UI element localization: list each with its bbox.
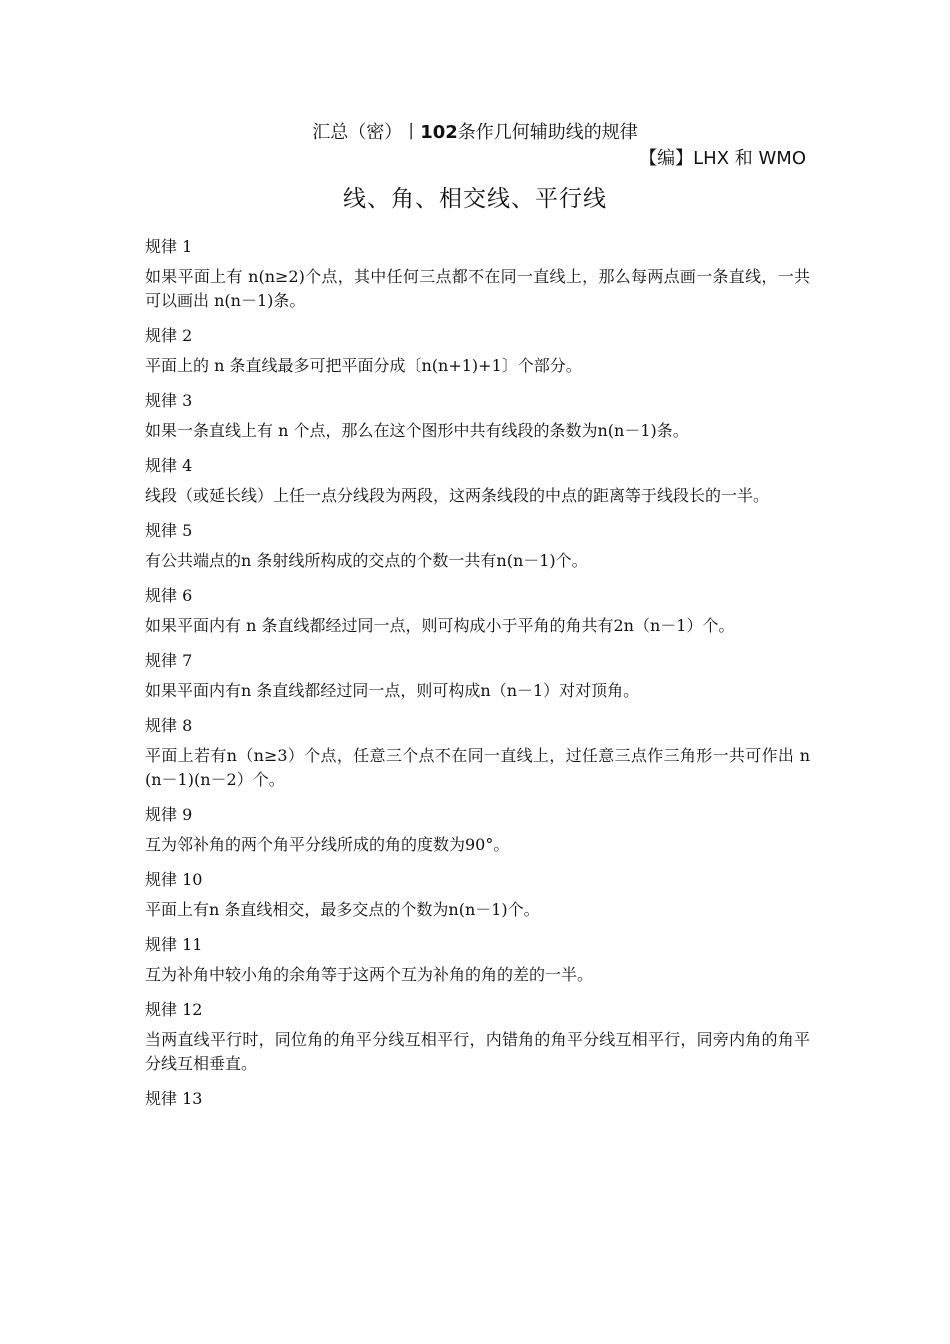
rule-title: 规律 6 bbox=[145, 586, 193, 605]
rule-item bbox=[145, 650, 810, 703]
rule-title: 规律 7 bbox=[145, 651, 193, 670]
rule-body: 线段（或延长线）上任一点分线段为两段，这两条线段的中点的距离等于线段长的一半。 bbox=[145, 486, 770, 505]
rule-body: 当两直线平行时，同位角的角平分线互相平行，内错角的角平分线互相平行，同旁内角的角平分线互相垂直。 bbox=[145, 1030, 810, 1073]
section-heading: 线、角、相交线、平行线 bbox=[343, 186, 607, 212]
rule-body: 如果平面内有 n 条直线都经过同一点，则可构成小于平角的角共有2n（n－1）个。 bbox=[145, 616, 735, 635]
rule-body: 互为补角中较小角的余角等于这两个互为补角的角的差的一半。 bbox=[145, 965, 594, 984]
rule-title: 规律 5 bbox=[145, 521, 193, 540]
rule-body: 平面上的 n 条直线最多可把平面分成〔n(n+1)+1〕个部分。 bbox=[145, 356, 582, 375]
rule-item bbox=[145, 999, 810, 1076]
rule-body: 如果平面上有 n(n≥2)个点，其中任何三点都不在同一直线上，那么每两点画一条直线，一共可以画出 n(n－1)条。 bbox=[145, 267, 810, 310]
rule-title: 规律 3 bbox=[145, 391, 193, 410]
rule-title: 规律 13 bbox=[145, 1089, 203, 1108]
rule-body: 平面上若有n（n≥3）个点，任意三个点不在同一直线上，过任意三点作三角形一共可作出 n(n－1)(n－2）个。 bbox=[145, 746, 810, 789]
rule-title: 规律 10 bbox=[145, 870, 203, 889]
rule-title: 规律 12 bbox=[145, 1000, 203, 1019]
document-author: 【编】LHX 和 WMO bbox=[639, 148, 806, 169]
document-title-number: 102 bbox=[420, 122, 458, 143]
rule-title: 规律 4 bbox=[145, 456, 193, 475]
rule-title: 规律 2 bbox=[145, 326, 193, 345]
rule-body: 有公共端点的n 条射线所构成的交点的个数一共有n(n－1)个。 bbox=[145, 551, 588, 570]
rule-title: 规律 9 bbox=[145, 805, 193, 824]
rule-item bbox=[145, 520, 810, 573]
rule-body: 如果一条直线上有 n 个点，那么在这个图形中共有线段的条数为n(n－1)条。 bbox=[145, 421, 689, 440]
rule-body: 互为邻补角的两个角平分线所成的角的度数为90°。 bbox=[145, 835, 510, 854]
rule-body: 平面上有n 条直线相交，最多交点的个数为n(n－1)个。 bbox=[145, 900, 540, 919]
rule-title: 规律 11 bbox=[145, 935, 203, 954]
rule-item bbox=[145, 715, 810, 792]
rule-title: 规律 1 bbox=[145, 237, 193, 256]
rule-item bbox=[145, 236, 810, 313]
rule-item bbox=[145, 325, 810, 378]
rules-list bbox=[145, 236, 810, 1122]
document-title-prefix: 汇总（密）丨 bbox=[312, 122, 421, 143]
rule-item bbox=[145, 1088, 810, 1110]
document-title bbox=[0, 122, 950, 144]
rule-item bbox=[145, 869, 810, 922]
rule-item bbox=[145, 455, 810, 508]
rule-item bbox=[145, 585, 810, 638]
document-title-suffix: 条作几何辅助线的规律 bbox=[457, 122, 638, 143]
rule-item bbox=[145, 390, 810, 443]
rule-item bbox=[145, 804, 810, 857]
rule-body: 如果平面内有n 条直线都经过同一点，则可构成n（n－1）对对顶角。 bbox=[145, 681, 640, 700]
rule-title: 规律 8 bbox=[145, 716, 193, 735]
rule-item bbox=[145, 934, 810, 987]
